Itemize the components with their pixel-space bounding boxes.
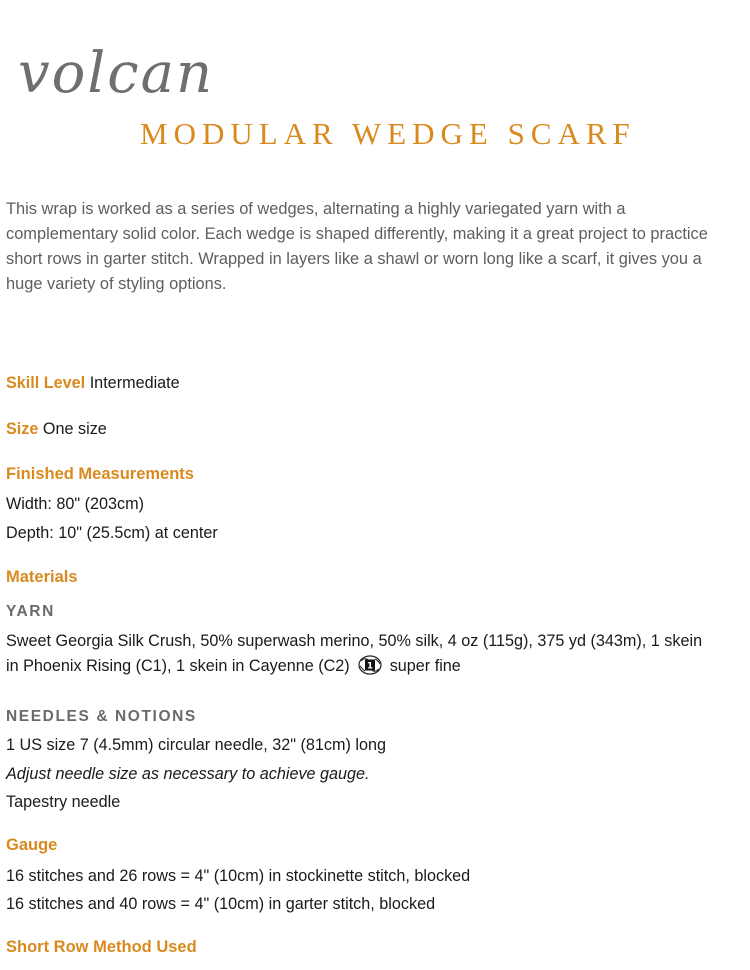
size-label: Size	[6, 420, 39, 438]
width-measurement: Width: 80" (203cm)	[6, 495, 144, 513]
skill-level-row	[6, 372, 180, 394]
gauge-line-1: 16 stitches and 26 rows = 4" (10cm) in stockinette stitch, blocked	[6, 867, 471, 885]
page-title: MODULAR WEDGE SCARF	[140, 116, 636, 151]
yarn-line-2	[6, 654, 461, 679]
needle-item: 1 US size 7 (4.5mm) circular needle, 32" (81cm) long	[6, 736, 387, 754]
script-title: volcan	[18, 41, 215, 106]
short-row-method-heading: Short Row Method Used	[6, 938, 197, 956]
finished-measurements-heading: Finished Measurements	[6, 465, 194, 483]
yarn-heading: YARN	[6, 603, 55, 620]
depth-measurement: Depth: 10" (25.5cm) at center	[6, 524, 218, 542]
yarn-weight-icon	[358, 655, 382, 675]
size-row	[6, 418, 107, 440]
skill-level-value: Intermediate	[89, 374, 180, 392]
yarn-weight-number: 1	[367, 661, 374, 672]
skill-level-label: Skill Level	[6, 374, 86, 392]
size-value: One size	[42, 420, 107, 438]
materials-heading: Materials	[6, 568, 78, 586]
gauge-heading: Gauge	[6, 836, 58, 854]
yarn-weight-label: super fine	[389, 657, 461, 675]
notion-item: Tapestry needle	[6, 793, 121, 811]
needles-notions-heading: NEEDLES & NOTIONS	[6, 708, 197, 725]
intro-paragraph: This wrap is worked as a series of wedges, alternating a highly variegated yarn with a complementary solid color. Each wedge is shaped differently, making it a great project to practice short rows in garter stitch. Wrapped in layers like a shawl or worn long like a scarf, it gives you a huge variety of styling options.	[6, 200, 708, 293]
yarn-line-1: Sweet Georgia Silk Crush, 50% superwash merino, 50% silk, 4 oz (115g), 375 yd (343m), 1 skein	[6, 632, 703, 650]
gauge-line-2: 16 stitches and 40 rows = 4" (10cm) in garter stitch, blocked	[6, 895, 436, 913]
yarn-colors: in Phoenix Rising (C1), 1 skein in Cayenne (C2)	[6, 657, 350, 675]
needle-note: Adjust needle size as necessary to achieve gauge.	[6, 765, 370, 783]
